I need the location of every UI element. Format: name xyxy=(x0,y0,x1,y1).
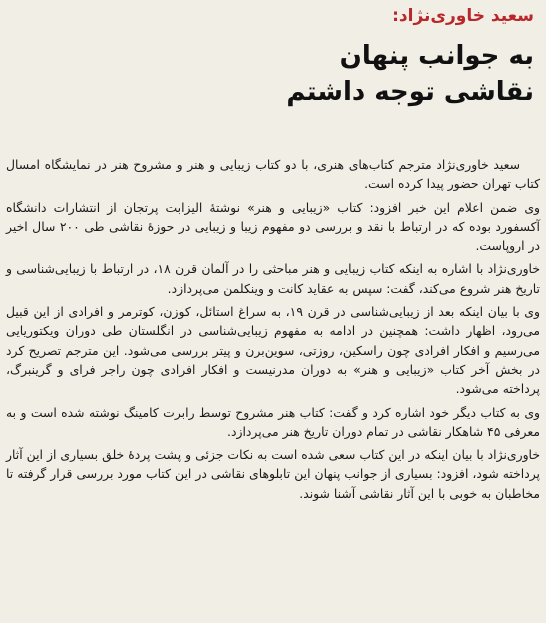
paragraph: خاوری‌نژاد با اشاره به اینکه کتاب زیبایی و هنر مباحثی را در آلمان قرن ۱۸، در ارتباط با زیبایی‌شناسی و تاریخ هنر شروع می‌کند، گفت: سپس به عقاید کانت و وینکلمن می‌پردازد. xyxy=(6,261,540,296)
headline-line-2: نقاشی توجه داشتم xyxy=(286,77,534,107)
paragraph: وی ضمن اعلام این خبر افزود: کتاب «زیبایی و هنر» نوشتهٔ الیزابت پرتجان از انتشارات دانشگاه آکسفورد بوده که در ارتباط با نقد و بررسی دو مفهوم زیبا و زیبایی در حوزهٔ نقاشی طی ۲۰۰ سال اخیر در اروپاست. xyxy=(6,199,540,254)
article-body xyxy=(6,155,540,507)
headline-line-1: به جوانب پنهان xyxy=(339,41,534,71)
paragraph: خاوری‌نژاد با بیان اینکه در این کتاب سعی شده است به نکات جزئی و پشت پردهٔ خلق بسیاری از این آثار پرداخته شود، افزود: بسیاری از جوانب پنهان این تابلوهای نقاشی در این کتاب مورد بررسی قرار گرفته تا مخاطبان به خوبی با این آثار نقاشی آشنا شوند. xyxy=(6,447,540,501)
paragraph: وی به کتاب دیگر خود اشاره کرد و گفت: کتاب هنر مشروح توسط رابرت کامینگ نوشته شده است و به معرفی ۴۵ شاهکار نقاشی در تمام دوران تاریخ هنر می‌پردازد. xyxy=(6,404,540,439)
paragraph: وی با بیان اینکه بعد از زیبایی‌شناسی در قرن ۱۹، به سراغ استائل، کوزن، کوترمر و افرادی از این قبیل می‌رود، اظهار داشت: همچنین در ادامه به مفهوم زیبایی‌شناسی در انگلستان طی دوران ویکتوریایی می‌رسیم و افکار افرادی چون راسکین، روزتی، سوین‌برن و پیتر بررسی می‌شود. این مترجم تصریح کرد در بخش آخر کتاب «زیبایی و هنر» به دوران مدرنیست و افکار افرادی چون راجر فرای و گرینبرگ، پرداخته می‌شود. xyxy=(6,304,540,397)
paragraph: سعید خاوری‌نژاد مترجم کتاب‌های هنری، با دو کتاب زیبایی و هنر و مشروح هنر در نمایشگاه امسال کتاب تهران حضور پیدا کرده است. xyxy=(6,157,540,192)
byline: سعید خاوری‌نژاد: xyxy=(392,6,534,26)
headline xyxy=(286,38,534,110)
